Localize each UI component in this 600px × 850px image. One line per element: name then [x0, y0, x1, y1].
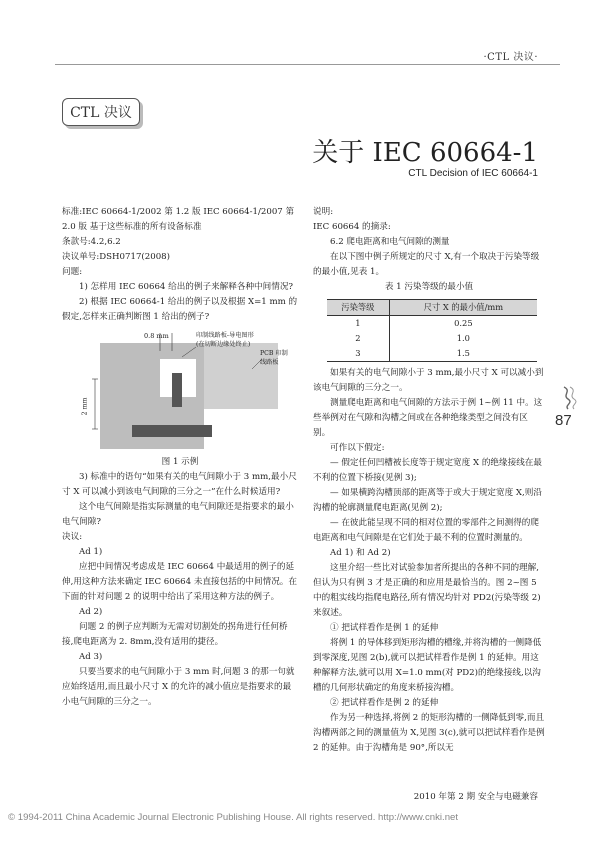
figure-1-drawing: [62, 329, 298, 455]
label-board-line1: 印制线路板-导电图形: [196, 332, 254, 339]
label-pcb-line2: 线路板: [260, 359, 279, 366]
table-1-caption: 表 1 污染等级的最小值: [384, 282, 474, 292]
paragraph: 如果有关的电气间隙小于 3 mm,最小尺寸 X 可以减小到该电气间隙的三分之一。: [313, 368, 544, 393]
table-cell: 2: [327, 331, 389, 346]
case-1-heading: ① 把试样看作是例 1 的延伸: [330, 623, 439, 633]
left-column: [62, 205, 298, 710]
table-header: 污染等级: [327, 300, 389, 316]
journal-issue: 2010 年第 2 期 安全与电磁兼容: [413, 792, 538, 802]
ctl-decision-badge: CTL 决议: [62, 98, 140, 126]
table-1: [327, 299, 537, 362]
question-1: 1) 怎样用 IEC 60664 给出的例子来解释各种中间情况?: [79, 282, 294, 292]
ad1-label: Ad 1): [79, 547, 103, 557]
excerpt-label: IEC 60664 的摘录:: [313, 222, 391, 232]
header-rule: [55, 64, 560, 65]
explain-label: 说明:: [313, 207, 334, 217]
meta-line: 决议单号:DSH0717(2008): [62, 252, 170, 262]
paragraph: 可作以下假定:: [330, 443, 385, 453]
decision-label: 决议:: [62, 532, 83, 542]
ad2-label: Ad 2): [79, 607, 103, 617]
section-header: ·CTL 决议·: [483, 52, 538, 63]
paragraph: — 在彼此能呈现不同的相对位置的零部件之间测得的爬电距离和电气间隙是在它们处于最不利的位置时测量的。: [313, 518, 539, 543]
meta-line: 标准:IEC 60664-1/2002 第 1.2 版 IEC 60664-1/2007 第: [62, 207, 295, 217]
table-row: [327, 316, 537, 332]
table-row: [327, 346, 537, 362]
label-0-8mm: 0.8 mm: [144, 332, 169, 340]
table-cell: 3: [327, 346, 389, 362]
label-pcb-line1: PCB 印制: [260, 350, 288, 357]
label-board: [196, 331, 254, 349]
label-pcb: [260, 349, 288, 367]
paragraph: 这里介绍一些比对试验参加者所提出的各种不同的理解,但认为只有例 3 才是正确的和应用是最恰当的。图 2~图 5 中的粗实线均指爬电路径,所有情况均针对 PD2(污染等级 2)来叙述。: [313, 563, 541, 618]
decorative-swirl-icon: [560, 385, 580, 411]
paragraph: 在以下图中例子所规定的尺寸 X,有一个取决于污染等级的最小值,见表 1。: [313, 252, 540, 277]
question-3b: 这个电气间隙是指实际测量的电气间隙还是指要求的最小电气间隙?: [62, 502, 294, 527]
table-cell: 1.0: [456, 333, 470, 343]
ad2-text: 问题 2 的例子应判断为无需对切割处的拐角进行任何桥接,爬电距离为 2. 8mm,没有适用的捷径。: [62, 622, 288, 647]
paragraph: — 假定任何凹槽被长度等于规定宽度 X 的绝缘接线在最不利的位置下桥接(见例 3);: [313, 458, 542, 483]
paragraph: 将例 1 的导体移到矩形沟槽的槽缘,并将沟槽的一侧降低到零深度,见图 2(b),就可以把试样看作是例 1 的延伸。用这种解释方法,就可以用 X=1.0 mm(对 PD2)的绝缘接线,以沟槽的几何形状确定的角度来桥接沟槽。: [313, 638, 542, 693]
label-board-line2: (在切断边缘处终止): [196, 341, 251, 348]
question-3: 3) 标准中的语句“如果有关的电气间隙小于 3 mm,最小尺寸 X 可以减小到该电气间隙的三分之一”在什么时候适用?: [62, 472, 297, 497]
right-column: [313, 205, 545, 756]
figure-1: [62, 329, 298, 455]
page-title: 关于 IEC 60664-1: [312, 138, 538, 168]
table-cell: 1.5: [389, 346, 537, 362]
table-cell: 1: [327, 316, 389, 332]
ad-label: Ad 1) 和 Ad 2): [330, 548, 391, 558]
ad3-label: Ad 3): [79, 652, 103, 662]
paragraph: — 如果横跨沟槽顶部的距离等于或大于规定宽度 X,则沿沟槽的轮廓测量爬电距离(见例 2);: [313, 488, 542, 513]
label-2mm: 2 mm: [81, 397, 89, 416]
question-2: 2) 根据 IEC 60664-1 给出的例子以及根据 X=1 mm 的假定,怎样来正确判断图 1 给出的例子?: [62, 297, 298, 322]
ad1-text: 应把中间情况考虑成是 IEC 60664 中最适用的例子的延伸,用这种方法来确定 IEC 60664 未直接包括的中间情况。在下面的针对问题 2 的说明中给出了采用这种方法的例子。: [62, 562, 297, 602]
paragraph: 作为另一种选择,将例 2 的矩形沟槽的一侧降低到零,而且沟槽两部之间的测量值为 X,见图 3(c),就可以把试样看作是例 2 的延伸。由于沟槽角是 90°,所以无: [313, 713, 545, 753]
section-6-2: 6.2 爬电距离和电气间隙的测量: [330, 237, 450, 247]
table-row: [327, 331, 537, 346]
page-subtitle: CTL Decision of IEC 60664-1: [408, 168, 538, 179]
figure-1-caption: 图 1 示例: [161, 457, 199, 467]
table-cell: 0.25: [454, 318, 473, 328]
meta-line: 2.0 版 基于这些标准的所有设备标准: [62, 222, 202, 232]
meta-line: 条款号:4.2,6.2: [62, 237, 121, 247]
case-2-heading: ② 把试样看作是例 2 的延伸: [330, 698, 439, 708]
ad3-text: 只要当要求的电气间隙小于 3 mm 时,问题 3 的那一句就应始终适用,而且最小尺寸 X 的允许的减小值应是指要求的最小电气间隙的三分之一。: [62, 667, 295, 707]
paragraph: 测量爬电距离和电气间隙的方法示于例 1~例 11 中。这些举例对在气隙和沟槽之间或在各种绝缘类型之间没有区别。: [313, 398, 543, 438]
page-number: 87: [555, 412, 572, 429]
meta-line: 问题:: [62, 267, 83, 277]
copyright-notice: © 1994-2011 China Academic Journal Electronic Publishing House. All rights reserved. http://www.cnki.net: [8, 812, 459, 823]
table-header: 尺寸 X 的最小值/mm: [389, 300, 537, 316]
